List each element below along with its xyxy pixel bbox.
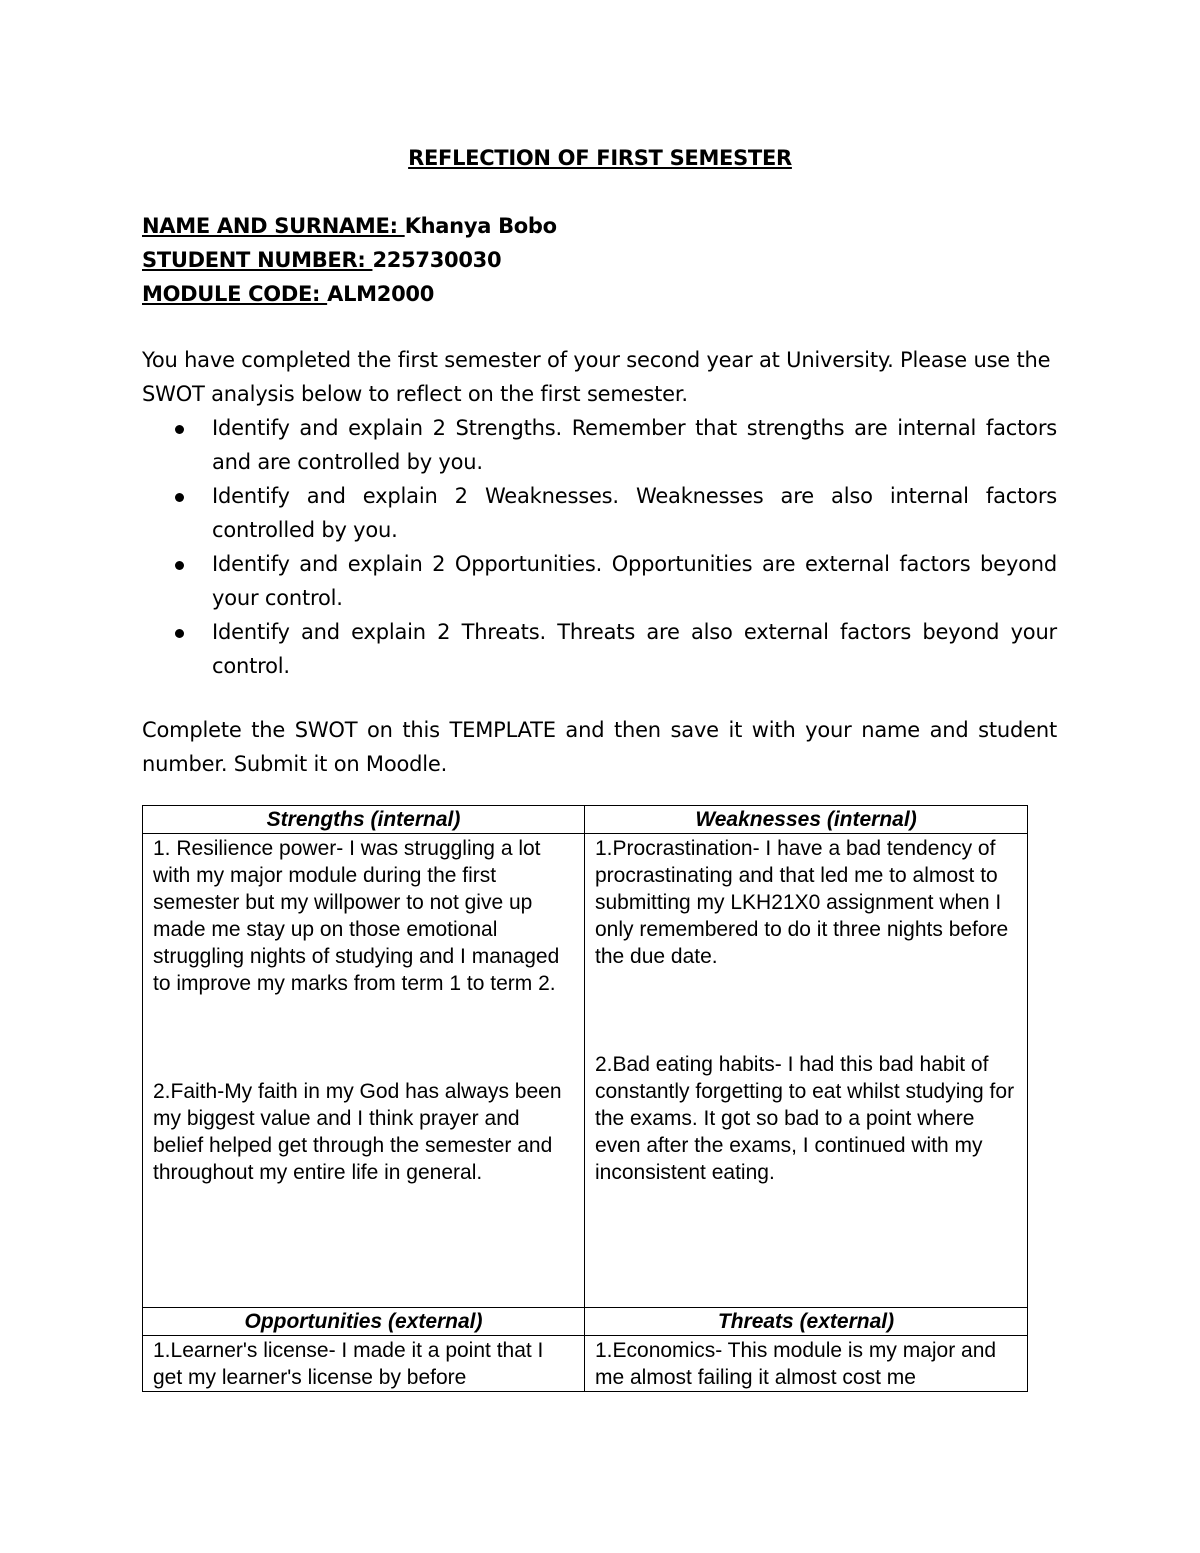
closing-paragraph: Complete the SWOT on this TEMPLATE and then save it with your name and student number. Submit it on Moodle. (142, 718, 1057, 776)
weakness-1: 1.Procrastination- I have a bad tendency of procrastinating and that led me to almost to submitting my LKH21X0 assignment when I only remembered to do it three nights before the due date. (595, 837, 1009, 968)
weaknesses-header: Weaknesses (internal) (585, 806, 1028, 834)
name-value: Khanya Bobo (404, 214, 557, 238)
bullet-icon (175, 561, 184, 570)
intro-paragraph: You have completed the first semester of your second year at University. Please use the SWOT analysis below to reflect on the first semester. (142, 348, 1051, 406)
student-number-line (142, 243, 501, 277)
opportunity-1: 1.Learner's license- I made it a point that I get my learner's license by before (153, 1339, 544, 1389)
name-line (142, 209, 557, 243)
threats-header: Threats (external) (585, 1308, 1028, 1336)
student-number-label: STUDENT NUMBER: (142, 248, 373, 272)
swot-body-row-internal (143, 834, 1028, 1308)
strength-1: 1. Resilience power- I was struggling a lot with my major module during the first semester but my willpower to not give up made me stay up on those emotional struggling nights of studying and I managed to improve my marks from term 1 to term 2. (153, 837, 560, 995)
strengths-header: Strengths (internal) (143, 806, 585, 834)
instruction-item-strengths: Identify and explain 2 Strengths. Remember that strengths are internal factors and are controlled by you. (142, 411, 1057, 479)
bullet-icon (175, 425, 184, 434)
instruction-item-threats: Identify and explain 2 Threats. Threats are also external factors beyond your control. (142, 615, 1057, 683)
threat-1: 1.Economics- This module is my major and me almost failing it almost cost me (595, 1339, 997, 1389)
instruction-item-weaknesses: Identify and explain 2 Weaknesses. Weaknesses are also internal factors controlled by you. (142, 479, 1057, 547)
module-code-line (142, 277, 434, 311)
threats-cell (585, 1336, 1028, 1392)
instruction-list (142, 411, 1057, 683)
weaknesses-cell (585, 834, 1028, 1308)
weakness-2: 2.Bad eating habits- I had this bad habit of constantly forgetting to eat whilst studying for the exams. It got so bad to a point where even after the exams, I continued with my inconsistent eating. (595, 1053, 1015, 1184)
opportunities-header: Opportunities (external) (143, 1308, 585, 1336)
instruction-item-opportunities: Identify and explain 2 Opportunities. Opportunities are external factors beyond your control. (142, 547, 1057, 615)
student-number-value: 225730030 (372, 248, 502, 272)
module-code-value: ALM2000 (327, 282, 435, 306)
document-title: REFLECTION OF FIRST SEMESTER (408, 146, 792, 170)
strength-2: 2.Faith-My faith in my God has always been my biggest value and I think prayer and belief helped get through the semester and throughout my entire life in general. (153, 1080, 562, 1184)
module-code-label: MODULE CODE: (142, 282, 328, 306)
swot-header-row-internal (143, 806, 1028, 834)
bullet-icon (175, 629, 184, 638)
opportunities-cell (143, 1336, 585, 1392)
name-label: NAME AND SURNAME: (142, 214, 405, 238)
swot-header-row-external (143, 1308, 1028, 1336)
swot-table (142, 805, 1028, 1392)
bullet-icon (175, 493, 184, 502)
swot-body-row-external (143, 1336, 1028, 1392)
strengths-cell (143, 834, 585, 1308)
